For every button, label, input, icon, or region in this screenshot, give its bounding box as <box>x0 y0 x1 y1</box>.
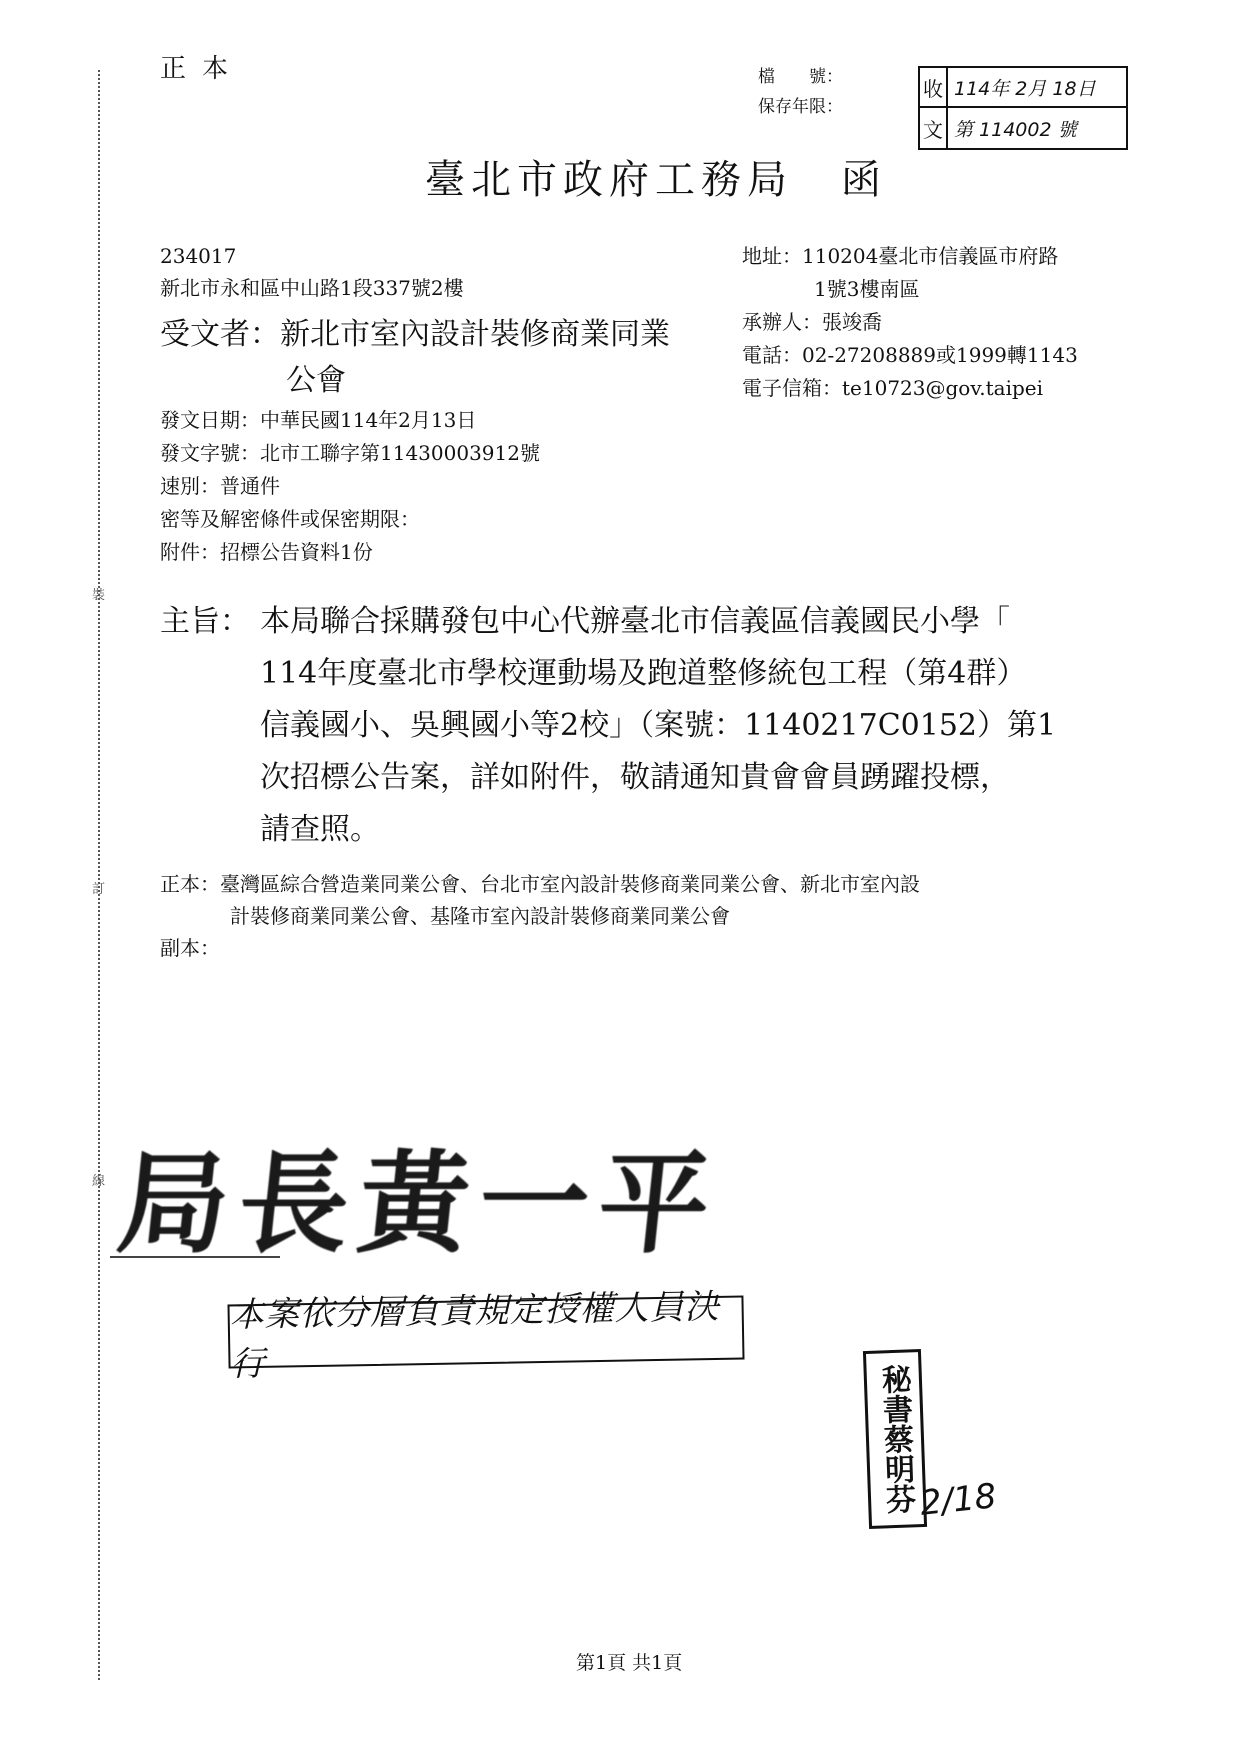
agency-name: 臺北市政府工務局 <box>425 157 793 203</box>
copy-recipients: 副本： <box>160 936 220 960</box>
secrecy-level: 密等及解密條件或保密期限： <box>160 507 420 531</box>
recipient-address <box>160 240 464 304</box>
subject-label: 主旨： <box>160 604 250 639</box>
file-no-label: 檔 號： <box>758 67 843 87</box>
subject-line: 本局聯合採購發包中心代辦臺北市信義區信義國民小學「 <box>260 604 1010 639</box>
binding-mark-1: 裝 <box>92 588 106 603</box>
file-number-block <box>758 62 843 122</box>
issue-date: 發文日期：中華民國114年2月13日 <box>160 408 477 432</box>
signature-char: 黃 <box>352 1139 476 1268</box>
binding-line <box>98 70 100 1680</box>
binding-mark-3: 線 <box>92 1174 106 1189</box>
subject-body <box>260 596 1120 856</box>
signature-char: 局 <box>112 1139 236 1268</box>
recipient-line-2: 公會 <box>286 363 346 398</box>
sender-address: 地址：110204臺北市信義區市府路 <box>742 244 1059 268</box>
original-recipients-cont: 計裝修商業同業公會、基隆市室內設計裝修商業同業公會 <box>230 904 730 928</box>
delivery-speed: 速別：普通件 <box>160 474 280 498</box>
document-type: 函 <box>841 157 887 203</box>
subject-line: 請查照。 <box>260 812 380 847</box>
received-number: 第 114002 號 <box>954 118 1077 141</box>
email: 電子信箱：te10723@gov.taipei <box>742 376 1044 400</box>
distribution-list <box>160 868 920 964</box>
binding-mark-2: 訂 <box>92 882 106 897</box>
receive-char: 收 <box>920 68 948 108</box>
signature-underline <box>110 1256 280 1258</box>
page-number: 第1頁 共1頁 <box>576 1652 683 1674</box>
handler: 承辦人：張竣喬 <box>742 310 882 334</box>
contact-info <box>742 240 1078 405</box>
subject-section <box>160 596 1120 856</box>
signature-char: 平 <box>592 1139 716 1268</box>
signature-char: 長 <box>232 1139 356 1268</box>
recipient <box>160 312 670 404</box>
recipient-line-1: 受文者：新北市室內設計裝修商業同業 <box>160 317 670 352</box>
phone: 電話：02-27208889或1999轉1143 <box>742 343 1078 367</box>
secretary-date-handwritten: 2/18 <box>918 1476 999 1524</box>
retention-label: 保存年限： <box>758 97 843 117</box>
received-stamp <box>918 66 1128 150</box>
copy-type-label: 正本 <box>160 54 245 84</box>
original-recipients: 正本：臺灣區綜合營造業同業公會、台北市室內設計裝修商業同業公會、新北市室內設 <box>160 872 920 896</box>
director-signature <box>112 1130 716 1268</box>
doc-char: 文 <box>920 108 948 148</box>
recipient-street-address: 新北市永和區中山路1段337號2樓 <box>160 276 464 300</box>
document-number: 發文字號：北市工聯字第11430003912號 <box>160 441 540 465</box>
subject-line: 114年度臺北市學校運動場及跑道整修統包工程（第4群） <box>260 656 1027 691</box>
postal-code: 234017 <box>160 244 237 268</box>
subject-line: 次招標公告案，詳如附件，敬請通知貴會會員踴躍投標， <box>260 760 1010 795</box>
signature-char: 一 <box>472 1139 596 1268</box>
secretary-stamp: 秘書蔡明芬 <box>863 1349 927 1529</box>
document-meta <box>160 404 540 569</box>
subject-line: 信義國小、吳興國小等2校」（案號：1140217C0152）第1 <box>260 708 1057 743</box>
attachment: 附件：招標公告資料1份 <box>160 540 373 564</box>
received-date: 114年 2月 18日 <box>948 68 1126 108</box>
authorization-stamp: 本案依分層負責規定授權人員決行 <box>227 1296 744 1369</box>
sender-address-cont: 1號3樓南區 <box>814 277 920 301</box>
document-title <box>425 148 887 205</box>
